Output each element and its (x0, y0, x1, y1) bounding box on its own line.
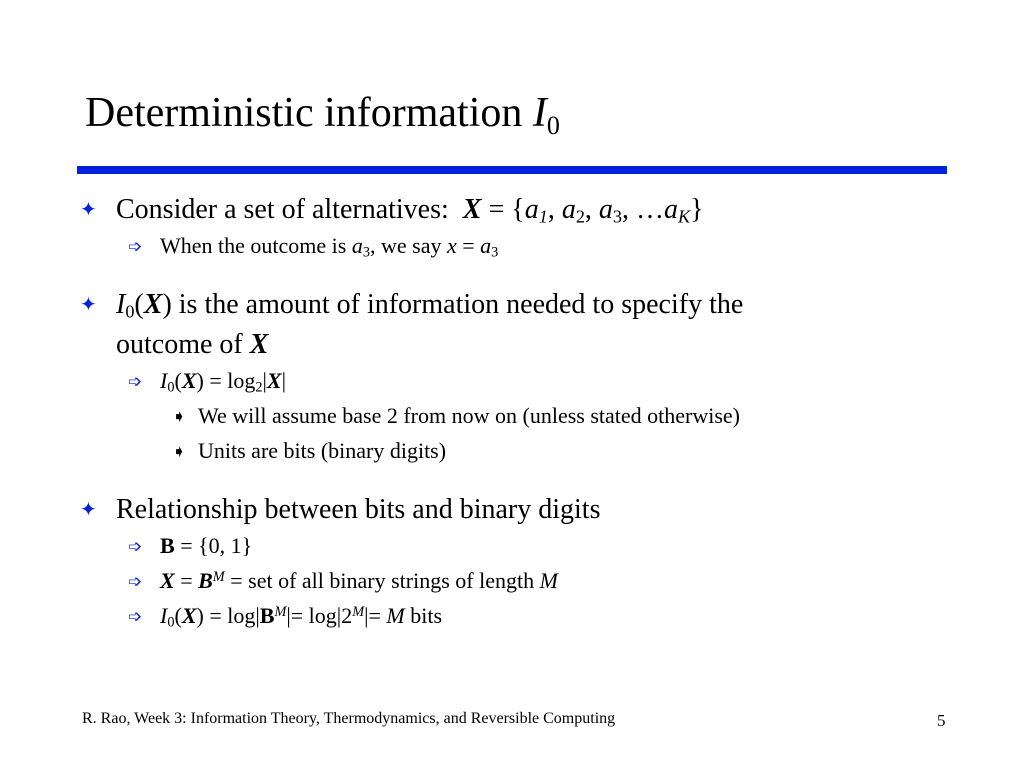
slide-title (85, 90, 560, 140)
bullet-1-text (116, 194, 704, 227)
page-number: 5 (937, 711, 946, 730)
bullet-2-1-2-marker-icon: ➧ (172, 442, 187, 461)
bullet-1-label: Consider a set of alternatives: (116, 194, 449, 225)
title-underline-rule (77, 166, 947, 174)
slide-title-subscript: 0 (546, 111, 560, 140)
bullet-3-1-text: B = {0, 1} (160, 533, 253, 558)
bullet-2-1-marker-icon: ➩ (128, 372, 143, 391)
bullet-2-1-1-marker-icon: ➧ (172, 407, 187, 426)
bullet-1-marker-icon: ✦ (80, 199, 97, 221)
bullet-3-text: Relationship between bits and binary digits (116, 494, 601, 525)
bullet-3-2-text: $X = B^M$ = set of all binary strings of length M (160, 568, 558, 593)
bullet-2-text-line2: outcome of X (116, 329, 269, 360)
bullet-1-1-text: When the outcome is $a_3$, we say $x = a_3$ (160, 233, 499, 261)
bullet-2-text-line1: $I_0(X)$ is the amount of information needed to specify the (116, 289, 744, 322)
slide-title-text: Deterministic information (85, 90, 523, 136)
bullet-2-1-text: $I_0(X) = \log_2|X|$ (160, 368, 287, 396)
bullet-3-1-marker-icon: ➩ (128, 537, 143, 556)
bullet-1-formula: $X = \{a_1$, $a_2$, $a_3$, $\dots a_K$} (462, 194, 704, 227)
bullet-2-1-1-text: We will assume base 2 from now on (unless stated otherwise) (198, 403, 740, 428)
bullet-3-marker-icon: ✦ (80, 499, 97, 521)
bullet-3-3-text: $I_0(X) = \log|B^M|= \log|2^M|= M$ bits (160, 603, 443, 631)
bullet-2-1-2-text: Units are bits (binary digits) (198, 438, 447, 463)
slide-footer: R. Rao, Week 3: Information Theory, Thermodynamics, and Reversible Computing (82, 710, 616, 727)
bullet-2-marker-icon: ✦ (80, 294, 97, 316)
slide-title-symbol: I (532, 90, 547, 136)
bullet-3-2-marker-icon: ➩ (128, 572, 143, 591)
bullet-3-3-marker-icon: ➩ (128, 607, 143, 626)
bullet-1-1-marker-icon: ➩ (128, 237, 143, 256)
